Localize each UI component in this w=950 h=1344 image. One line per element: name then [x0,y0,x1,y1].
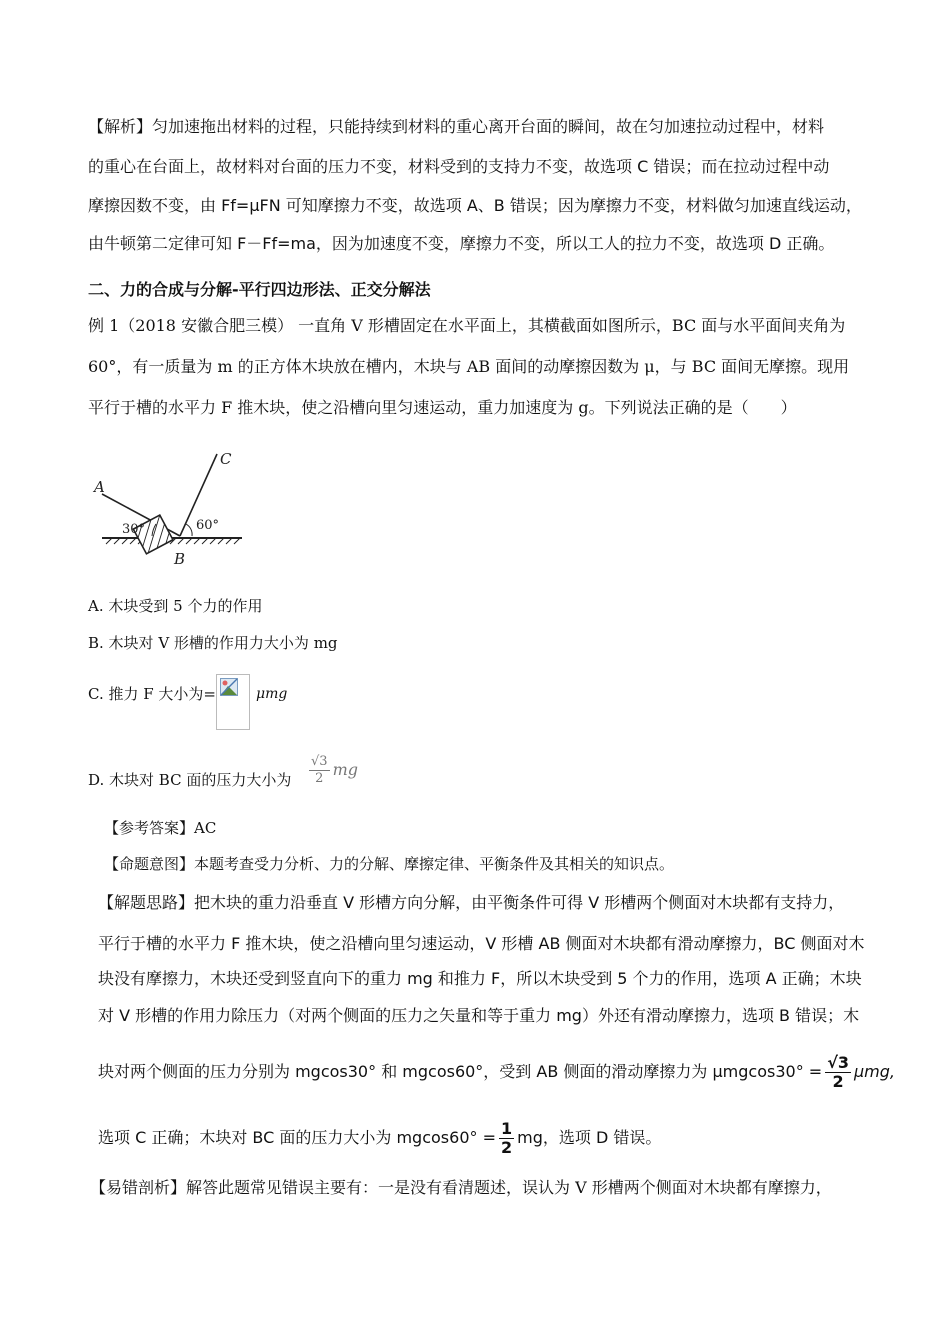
option-d [88,770,291,790]
option-d-text: D. 木块对 BC 面的压力大小为 [88,771,292,789]
option-c-text: C. 推力 F 大小为= [88,685,216,703]
v-groove-diagram [92,440,252,570]
broken-image-icon [216,674,250,730]
solution-line-2: 平行于槽的水平力 F 推木块，使之沿槽向里匀速运动，V 形槽 AB 侧面对木块都有滑动摩擦力，BC 侧面对木 [98,934,865,953]
analysis-line-2: 的重心在台面上，故材料对台面的压力不变，材料受到的支持力不变，故选项 C 错误；而在拉动过程中动 [88,157,830,176]
solution-line-6: 选项 C 正确；木块对 BC 面的压力大小为 mgcos60° = $\frac{1}{2}$ mg，选项 D 错误。 [98,1119,662,1157]
option-a: A. 木块受到 5 个力的作用 [88,597,263,615]
option-c-suffix: μmg [256,686,288,702]
question-intent: 【命题意图】本题考查受力分析、力的分解、摩擦定律、平衡条件及其相关的知识点。 [104,855,675,873]
analysis-line-3: 摩擦因数不变，由 Ff=μFN 可知摩擦力不变，故选项 A、B 错误；因为摩擦力不变，材料做匀加速直线运动， [88,196,862,215]
option-b: B. 木块对 V 形槽的作用力大小为 mg [88,634,338,652]
angle-30-label: 30° [122,522,146,537]
label-c: C [220,450,232,468]
analysis-line-4: 由牛顿第二定律可知 F－Ff=ma，因为加速度不变，摩擦力不变，所以工人的拉力不变，故选项 D 正确。 [88,234,835,253]
reference-answer: 【参考答案】AC [104,819,217,837]
solution-line-4: 对 V 形槽的作用力除压力（对两个侧面的压力之矢量和等于重力 mg）外还有滑动摩擦力，选项 B 错误；木 [98,1006,860,1025]
solution-line-5: 块对两个侧面的压力分别为 mgcos30° 和 mgcos60°，受到 AB 侧面的滑动摩擦力为 μmgcos30° = $\frac{√3}{2}$ μmg, [98,1053,896,1091]
option-c [88,684,216,704]
angle-60-label: 60° [196,518,220,533]
error-analysis-line-1: 【易错剖析】解答此题常见错误主要有：一是没有看清题述，误认为 V 形槽两个侧面对木块都有摩擦力， [90,1178,832,1197]
section-heading: 二、力的合成与分解-平行四边形法、正交分解法 [88,280,431,299]
example-line-2: 60°，有一质量为 m 的正方体木块放在槽内，木块与 AB 面间的动摩擦因数为 μ，与 BC 面间无摩擦。现用 [88,357,850,376]
example-line-1: 例 1（2018 安徽合肥三模） 一直角 V 形槽固定在水平面上，其横截面如图所示，BC 面与水平面间夹角为 [88,316,846,335]
analysis-line-1: 【解析】匀加速拖出材料的过程，只能持续到材料的重心离开台面的瞬间，故在匀加速拉动过程中，材料 [88,117,825,136]
label-a: A [94,478,105,496]
label-b: B [174,550,186,568]
solution-line-1: 【解题思路】把木块的重力沿垂直 V 形槽方向分解，由平衡条件可得 V 形槽两个侧面对木块都有支持力， [98,893,845,912]
option-d-formula: $\frac{√3}{2}$ mg [311,754,358,786]
solution-line-3: 块没有摩擦力，木块还受到竖直向下的重力 mg 和推力 F，所以木块受到 5 个力的作用，选项 A 正确；木块 [98,969,862,988]
example-line-3: 平行于槽的水平力 F 推木块，使之沿槽向里匀速运动，重力加速度为 g。下列说法正确的是（ ） [88,398,797,417]
